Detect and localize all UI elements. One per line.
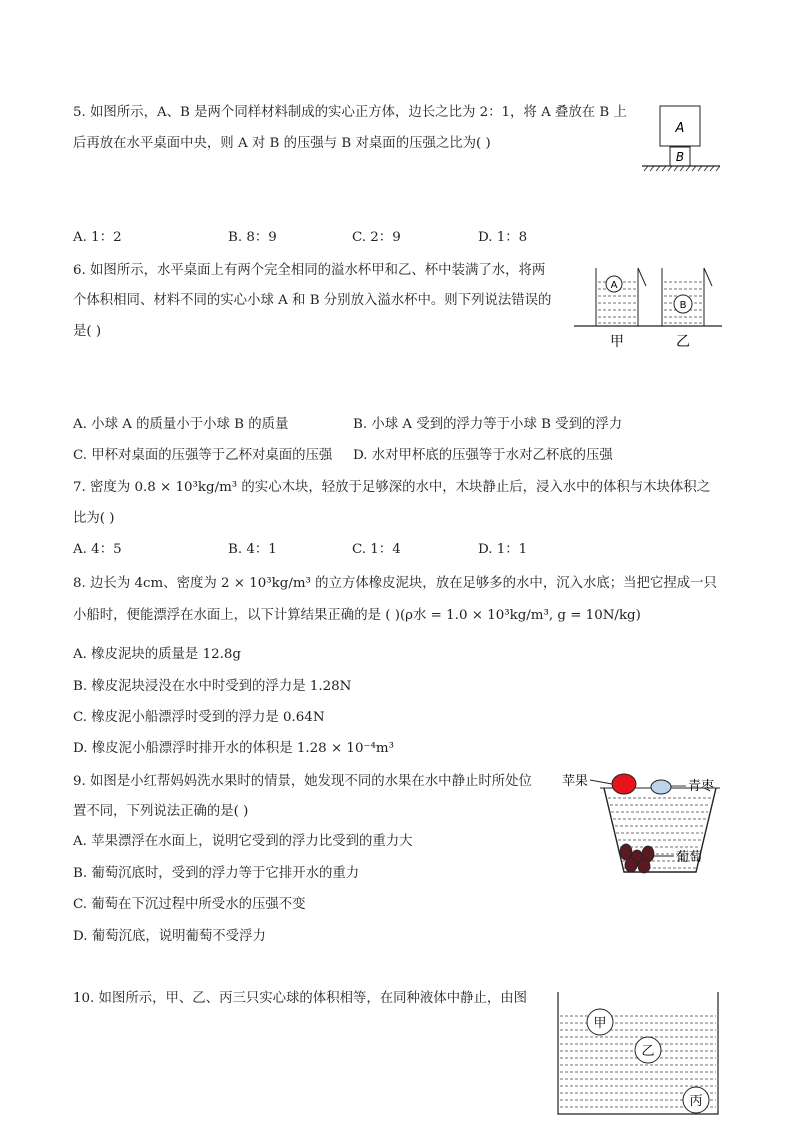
q8-option-a[interactable]: A. 橡皮泥块的质量是 12.8g <box>73 647 241 662</box>
q8-option-c[interactable]: C. 橡皮泥小船漂浮时受到的浮力是 0.64N <box>73 710 325 725</box>
q6-option-a[interactable]: A. 小球 A 的质量小于小球 B 的质量 <box>73 417 289 432</box>
q6-ball-b-label: B <box>679 300 687 311</box>
q6-option-d[interactable]: D. 水对甲杯底的压强等于水对乙杯底的压强 <box>353 448 613 463</box>
q7-stem-line2: 比为( ) <box>73 511 115 526</box>
q6-stem-line2: 个体积相同、材料不同的实心小球 A 和 B 分别放入溢水杯中。则下列说法错误的 <box>73 293 552 308</box>
q10-ball-3-label: 丙 <box>689 1094 703 1109</box>
q9-figure-fruit-basin <box>560 768 730 880</box>
q7-stem-line1: 7. 密度为 0.8 × 10³kg/m³ 的实心木块，轻放于足够深的水中，木块静止后，浸入水中的体积与木块体积之 <box>73 480 711 495</box>
q8-option-d[interactable]: D. 橡皮泥小船漂浮时排开水的体积是 1.28 × 10⁻⁴m³ <box>73 741 394 756</box>
q6-option-b[interactable]: B. 小球 A 受到的浮力等于小球 B 受到的浮力 <box>353 417 623 432</box>
q9-option-b[interactable]: B. 葡萄沉底时，受到的浮力等于它排开水的重力 <box>73 866 360 881</box>
q9-stem-line1: 9. 如图是小红帮妈妈洗水果时的情景，她发现不同的水果在水中静止时所处位 <box>73 774 532 789</box>
q10-stem-line1: 10. 如图所示，甲、乙、丙三只实心球的体积相等，在同种液体中静止，由图 <box>73 991 528 1006</box>
q9-jujube-label: 青枣 <box>688 779 715 794</box>
q6-stem-line1: 6. 如图所示，水平桌面上有两个完全相同的溢水杯甲和乙、杯中装满了水，将两 <box>73 263 546 278</box>
q5-figure-stacked-cubes <box>640 104 722 172</box>
q10-ball-2-label: 乙 <box>641 1044 655 1059</box>
q6-figure-overflow-cups <box>572 262 724 352</box>
q9-option-a[interactable]: A. 苹果漂浮在水面上，说明它受到的浮力比受到的重力大 <box>73 834 413 849</box>
q5-stem-line2: 后再放在水平桌面中央，则 A 对 B 的压强与 B 对桌面的压强之比为( ) <box>73 136 491 151</box>
q7-option-a[interactable]: A. 4：5 <box>73 542 122 557</box>
q9-grape-label: 葡萄 <box>676 850 703 865</box>
q6-cup-left-label: 甲 <box>610 334 624 350</box>
q9-option-d[interactable]: D. 葡萄沉底，说明葡萄不受浮力 <box>73 929 266 944</box>
q8-stem-line2: 小船时，便能漂浮在水面上，以下计算结果正确的是 ( )(ρ水 = 1.0 × 10³kg/m³, g = 10N/kg) <box>73 608 641 623</box>
q10-figure-liquid-container <box>554 990 724 1122</box>
q9-jujube <box>651 780 671 794</box>
q6-option-c[interactable]: C. 甲杯对桌面的压强等于乙杯对桌面的压强 <box>73 448 333 463</box>
q7-option-c[interactable]: C. 1：4 <box>352 542 401 557</box>
q5-option-a[interactable]: A. 1：2 <box>73 230 122 245</box>
q5-option-c[interactable]: C. 2：9 <box>352 230 401 245</box>
q6-stem-line3: 是( ) <box>73 324 102 339</box>
q9-stem-line2: 置不同，下列说法正确的是( ) <box>73 804 249 819</box>
q9-apple <box>612 774 636 794</box>
q5-option-b[interactable]: B. 8：9 <box>228 230 277 245</box>
q6-ball-a-label: A <box>610 280 618 291</box>
q5-option-d[interactable]: D. 1：8 <box>478 230 528 245</box>
q5-stem-line1: 5. 如图所示，A、B 是两个同样材料制成的实心正方体，边长之比为 2：1，将 A 叠放在 B 上 <box>73 105 627 120</box>
q8-option-b[interactable]: B. 橡皮泥块浸没在水中时受到的浮力是 1.28N <box>73 679 352 694</box>
q7-options <box>73 541 673 559</box>
q9-option-c[interactable]: C. 葡萄在下沉过程中所受水的压强不变 <box>73 897 306 912</box>
q9-apple-label: 苹果 <box>562 774 589 789</box>
q7-option-d[interactable]: D. 1：1 <box>478 542 528 557</box>
q10-ball-1-label: 甲 <box>593 1016 607 1031</box>
q5-cube-b-label: B <box>675 150 685 164</box>
q6-options-row2 <box>73 447 673 465</box>
q6-cup-right-label: 乙 <box>676 334 690 350</box>
q8-stem-line1: 8. 边长为 4cm、密度为 2 × 10³kg/m³ 的立方体橡皮泥块，放在足够多的水中，沉入水底；当把它捏成一只 <box>73 576 717 591</box>
q5-options <box>73 229 673 247</box>
q7-option-b[interactable]: B. 4：1 <box>228 542 277 557</box>
q5-cube-a-label: A <box>675 121 685 136</box>
q6-options-row1 <box>73 416 673 434</box>
